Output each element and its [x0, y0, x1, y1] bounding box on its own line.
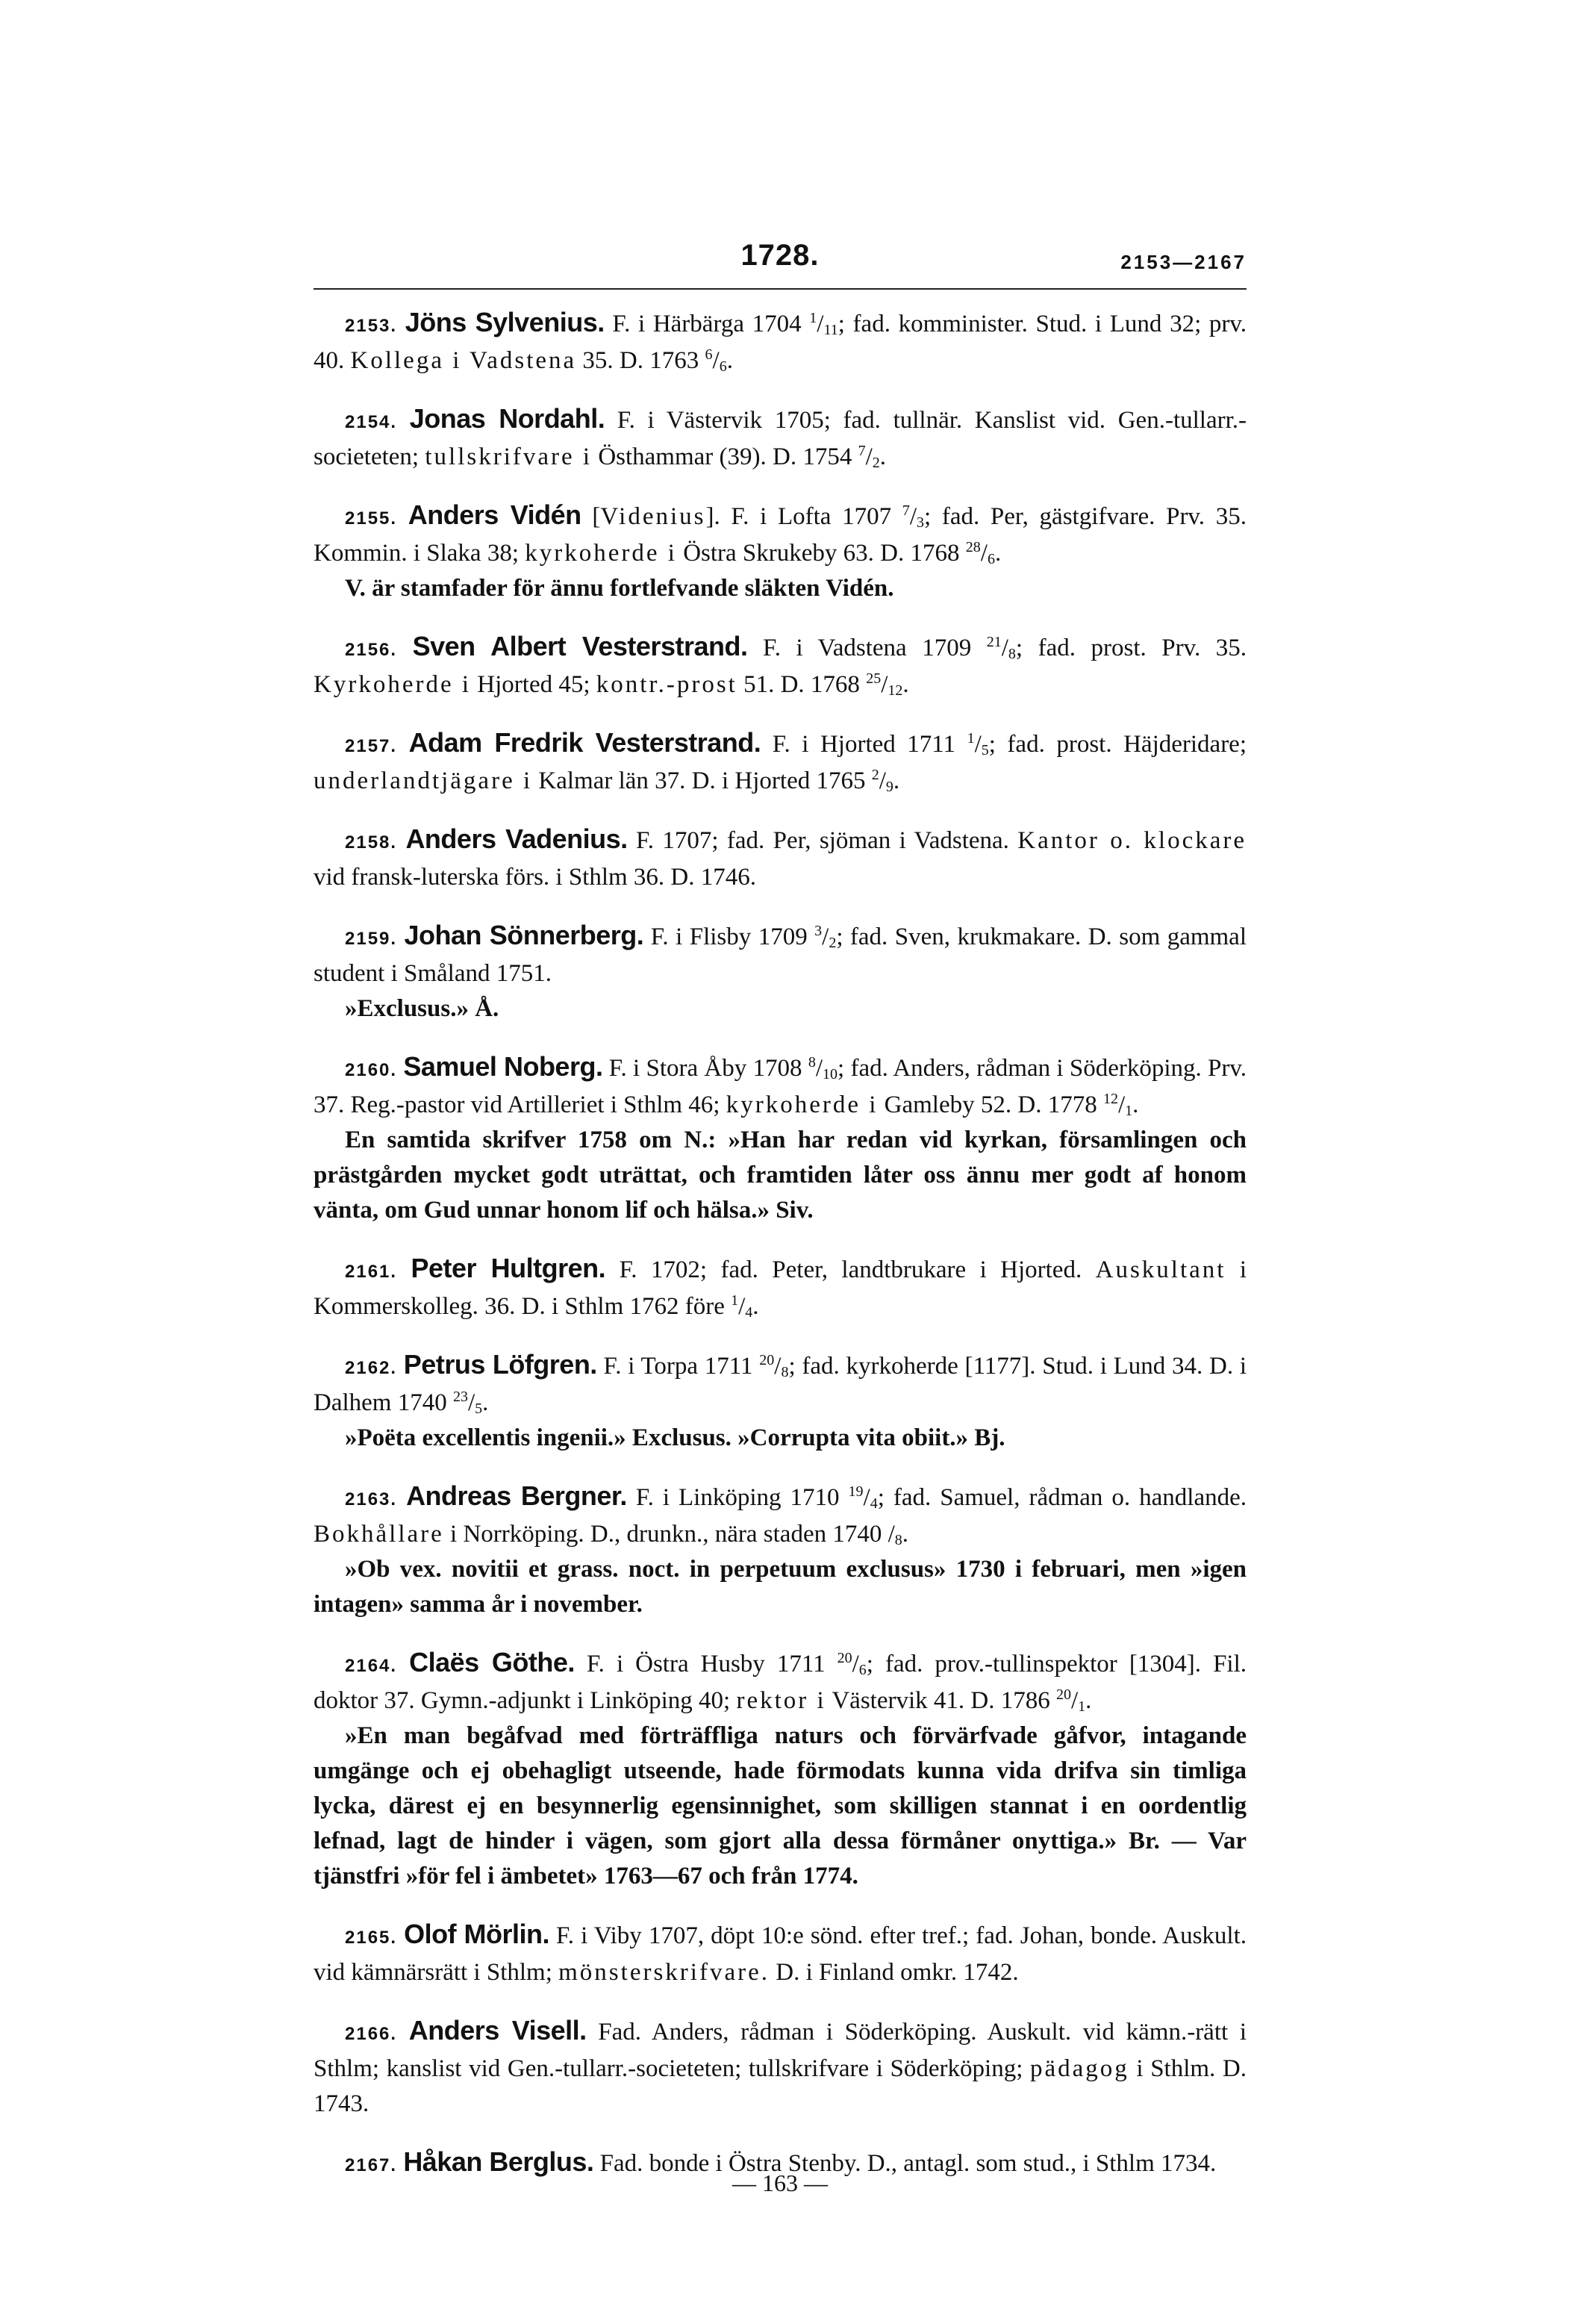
entry-text: 2158. Anders Vadenius. F. 1707; fad. Per, sjöman i Vadstena. Kantor o. klockare vid fransk-luterska förs. i Sthlm 36. D. 1746.	[314, 823, 1247, 891]
entry-number: 2153.	[345, 316, 398, 336]
page-number: — 163 —	[732, 2169, 828, 2196]
entry-2155	[314, 497, 1247, 606]
entry-2158	[314, 821, 1247, 895]
entry-name: Sven Albert Vesterstrand.	[412, 631, 748, 661]
entry-note: »Exclusus.» Å.	[345, 995, 499, 1022]
entry-note: »Ob vex. novitii et grass. noct. in perpetuum exclusus» 1730 i februari, men »igen intagen» samma år i november.	[314, 1556, 1247, 1618]
entry-note: »Poëta excellentis ingenii.» Exclusus. »Corrupta vita obiit.» Bj.	[345, 1424, 1005, 1451]
entry-name: Anders Vidén	[408, 499, 581, 530]
entry-text: 2155. Anders Vidén [Videnius]. F. i Lofta 1707 $^7/_3$; fad. Per, gästgifvare. Prv. 35. Kommin. i Slaka 38; kyrkoherde i Östra Skrukeby 63. D. 1768 $^{28}/_6$.	[314, 499, 1247, 567]
entry-text: 2167. Håkan Berglus. Fad. bonde i Östra Stenby. D., antagl. som stud., i Sthlm 1734.	[345, 2146, 1217, 2177]
entry-name: Anders Visell.	[408, 2015, 587, 2046]
entry-number: 2160.	[345, 1060, 398, 1080]
entry-text: 2157. Adam Fredrik Vesterstrand. F. i Hjorted 1711 $^1/_5$; fad. prost. Häjderidare; underlandtjägare i Kalmar län 37. D. i Hjorted 1765 $^2/_9$.	[314, 727, 1247, 795]
entry-2159	[314, 918, 1247, 1027]
entry-note: »En man begåfvad med förträffliga naturs och förvärfvade gåfvor, intagande umgänge och ej obehagligt utseende, hade förmodats kunna vida drifva sin timliga lycka, därest ej en besynnerlig egensinnighet, som skilligen stannat i en oordentlig lefnad, lagt de hinder i vägen, som gjort alla dessa förmåner onyttiga.» Br. — Var tjänstfri »för fel i ämbetet» 1763—67 och från 1774.	[314, 1722, 1247, 1890]
entry-number: 2162.	[345, 1358, 398, 1378]
entry-number: 2166.	[345, 2024, 398, 2044]
entry-text: 2163. Andreas Bergner. F. i Linköping 1710 $^{19}/_4$; fad. Samuel, rådman o. handlande. Bokhållare i Norrköping. D., drunkn., nära staden 1740 $/_8$.	[314, 1480, 1247, 1548]
entry-name: Anders Vadenius.	[405, 823, 628, 854]
entry-2160	[314, 1049, 1247, 1228]
entry-text: 2160. Samuel Noberg. F. i Stora Åby 1708 $^8/_{10}$; fad. Anders, rådman i Söderköping. Prv. 37. Reg.-pastor vid Artilleriet i Sthlm 46; kyrkoherde i Gamleby 52. D. 1778 $^{12}/_1$.	[314, 1051, 1247, 1119]
entry-name: Petrus Löfgren.	[403, 1349, 597, 1380]
entry-name: Johan Sönnerberg.	[404, 920, 644, 950]
entry-text: 2162. Petrus Löfgren. F. i Torpa 1711 $^{20}/_8$; fad. kyrkoherde [1177]. Stud. i Lund 34. D. i Dalhem 1740 $^{23}/_5$.	[314, 1349, 1247, 1417]
entry-note: V. är stamfader för ännu fortlefvande släkten Vidén.	[345, 575, 894, 602]
entry-text: 2159. Johan Sönnerberg. F. i Flisby 1709 $^3/_2$; fad. Sven, krukmakare. D. som gammal student i Småland 1751.	[314, 920, 1247, 987]
entry-number: 2154.	[345, 412, 398, 432]
entry-2153	[314, 305, 1247, 378]
entry-number: 2164.	[345, 1656, 398, 1676]
entry-name: Håkan Berglus.	[403, 2146, 594, 2177]
entry-2166	[314, 2013, 1247, 2122]
entry-name: Jonas Nordahl.	[409, 403, 605, 434]
entry-name: Jöns Sylvenius.	[405, 307, 605, 337]
entry-2156	[314, 629, 1247, 703]
entry-text: 2165. Olof Mörlin. F. i Viby 1707, döpt 10:e sönd. efter tref.; fad. Johan, bonde. Auskult. vid kämnärsrätt i Sthlm; mönsterskrifvare. D. i Finland omkr. 1742.	[314, 1919, 1247, 1986]
entry-number: 2155.	[345, 508, 398, 529]
entry-text: 2154. Jonas Nordahl. F. i Västervik 1705; fad. tullnär. Kanslist vid. Gen.-tullarr.-societeten; tullskrifvare i Östhammar (39). D. 1754 $^7/_2$.	[314, 403, 1247, 471]
entry-note: En samtida skrifver 1758 om N.: »Han har redan vid kyrkan, församlingen och prästgården mycket godt uträttat, och framtiden låter oss ännu mer godt af honom vänta, om Gud unnar honom lif och hälsa.» Siv.	[314, 1127, 1247, 1224]
entry-name: Adam Fredrik Vesterstrand.	[408, 727, 761, 758]
header-rule	[314, 288, 1247, 290]
entry-2161	[314, 1250, 1247, 1324]
entry-text: 2153. Jöns Sylvenius. F. i Härbärga 1704 $^1/_{11}$; fad. komminister. Stud. i Lund 32; prv. 40. Kollega i Vadstena 35. D. 1763 $^6/_6$.	[314, 307, 1247, 375]
entry-2162	[314, 1347, 1247, 1456]
page-header	[314, 239, 1247, 291]
entry-number: 2167.	[345, 2155, 398, 2175]
entry-number: 2158.	[345, 832, 398, 853]
entry-name: Peter Hultgren.	[411, 1253, 606, 1283]
entries-list	[314, 305, 1247, 2205]
header-entry-range: 2153—2167	[1120, 251, 1247, 273]
entry-number: 2157.	[345, 736, 398, 756]
entry-number: 2161.	[345, 1262, 398, 1282]
header-year: 1728.	[740, 239, 820, 272]
entry-number: 2156.	[345, 640, 398, 660]
entry-2163	[314, 1478, 1247, 1622]
entry-2157	[314, 725, 1247, 799]
entry-2165	[314, 1916, 1247, 1990]
entry-name: Andreas Bergner.	[406, 1480, 627, 1511]
entry-text: 2156. Sven Albert Vesterstrand. F. i Vadstena 1709 $^{21}/_8$; fad. prost. Prv. 35. Kyrkoherde i Hjorted 45; kontr.-prost 51. D. 1768 $^{25}/_{12}$.	[314, 631, 1247, 699]
entry-number: 2163.	[345, 1489, 398, 1510]
entry-text: 2164. Claës Göthe. F. i Östra Husby 1711 $^{20}/_6$; fad. prov.-tullinspektor [1304]. Fil. doktor 37. Gymn.-adjunkt i Linköping 40; rektor i Västervik 41. D. 1786 $^{20}/_1$.	[314, 1647, 1247, 1715]
entry-name: Claës Göthe.	[409, 1647, 575, 1677]
entry-name: Olof Mörlin.	[404, 1919, 549, 1949]
entry-2154	[314, 401, 1247, 475]
entry-name: Samuel Noberg.	[403, 1051, 603, 1082]
entry-number: 2159.	[345, 929, 398, 949]
entry-text: 2161. Peter Hultgren. F. 1702; fad. Peter, landtbrukare i Hjorted. Auskultant i Kommerskolleg. 36. D. i Sthlm 1762 före $^1/_4$.	[314, 1253, 1247, 1321]
entry-text: 2166. Anders Visell. Fad. Anders, rådman i Söderköping. Auskult. vid kämn.-rätt i Sthlm; kanslist vid Gen.-tullarr.-societeten; tullskrifvare i Söderköping; pädagog i Sthlm. D. 1743.	[314, 2015, 1247, 2117]
entry-number: 2165.	[345, 1928, 398, 1948]
entry-2164	[314, 1645, 1247, 1894]
